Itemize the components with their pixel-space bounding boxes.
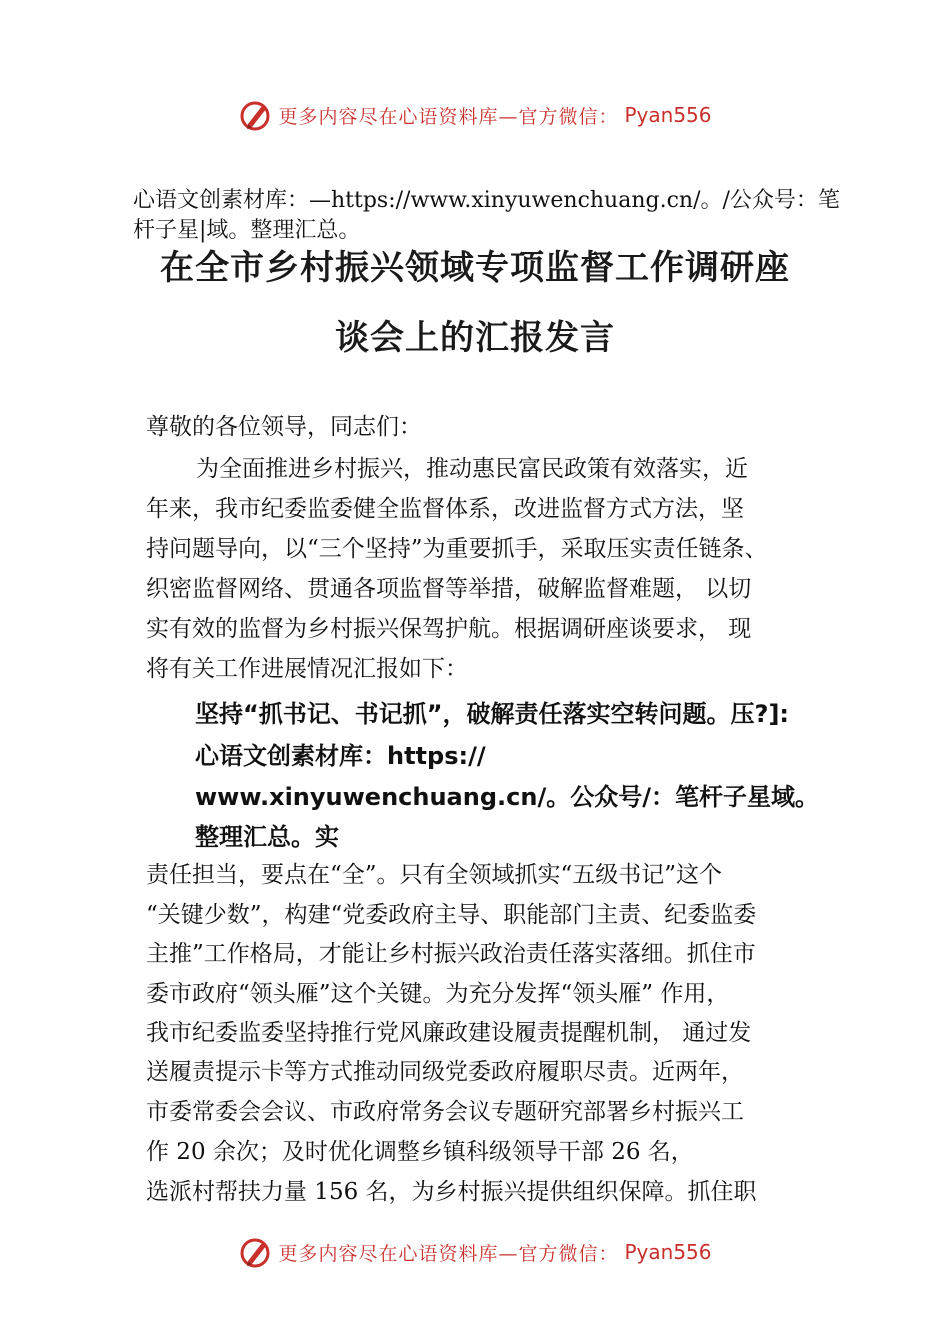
paragraph-line: 委市政府“领头雁”这个关键。为充分发挥“领头雁” 作用，: [146, 981, 730, 1007]
intro-line: 为全面推进乡村振兴，推动惠民富民政策有效落实，近: [196, 456, 748, 482]
watermark-text: 更多内容尽在心语资料库—官方微信：: [278, 105, 619, 128]
paragraph-line: 送履责提示卡等方式推动同级党委政府履职尽责。近两年，: [146, 1059, 744, 1085]
watermark-text: 更多内容尽在心语资料库—官方微信：: [278, 1242, 619, 1265]
header-watermark: [0, 95, 950, 135]
paragraph-line: 主推”工作格局，才能让乡村振兴政治责任落实落细。抓住市: [146, 941, 756, 967]
intro-line: 织密监督网络、贯通各项监督等举措，破解监督难题， 以切: [146, 576, 752, 602]
document-title-line-2: 谈会上的汇报发言: [335, 318, 615, 358]
paragraph-line: 我市纪委监委坚持推行党风廉政建设履责提醒机制， 通过发: [146, 1020, 752, 1046]
section-heading-line: 整理汇总。实: [195, 823, 339, 851]
paragraph-line: 市委常委会会议、市政府常务会议专题研究部署乡村振兴工: [146, 1099, 744, 1125]
paragraph-line: “关键少数”，构建“党委政府主导、职能部门主责、纪委监委: [146, 902, 757, 928]
footer-watermark: [0, 1232, 950, 1272]
intro-line: 实有效的监督为乡村振兴保驾护航。根据调研座谈要求， 现: [146, 616, 752, 642]
paragraph-line: 作 20 余次；及时优化调整乡镇科级领导干部 26 名，: [146, 1139, 694, 1165]
section-heading-line: www.xinyuwenchuang.cn/。公众号/：笔杆子星域。: [195, 783, 819, 811]
intro-line: 持问题导向，以“三个坚持”为重要抓手，采取压实责任链条、: [146, 536, 768, 562]
document-title-line-1: 在全市乡村振兴领域专项监督工作调研座: [160, 248, 790, 288]
pen-logo-icon: [238, 1235, 272, 1269]
intro-line: 年来，我市纪委监委健全监督体系，改进监督方式方法，坚: [146, 496, 744, 522]
paragraph-line: 责任担当，要点在“全”。只有全领域抓实“五级书记”这个: [146, 862, 723, 888]
section-heading-line: 坚持“抓书记、书记抓”，破解责任落实空转问题。压?]:: [195, 700, 790, 728]
watermark-wechat-id: Pyan556: [624, 1240, 712, 1264]
paragraph-line: 选派村帮扶力量 156 名，为乡村振兴提供组织保障。抓住职: [146, 1179, 757, 1205]
greeting: 尊敬的各位领导，同志们：: [146, 414, 422, 440]
intro-line: 将有关工作进展情况汇报如下：: [146, 656, 468, 682]
watermark-wechat-id: Pyan556: [624, 103, 712, 127]
source-note: 心语文创素材库：—https://www.xinyuwenchuang.cn/。/公众号：笔杆子星|域。整理汇总。: [133, 188, 840, 243]
pen-logo-icon: [238, 98, 272, 132]
section-heading-line: 心语文创素材库：https://: [195, 742, 486, 770]
